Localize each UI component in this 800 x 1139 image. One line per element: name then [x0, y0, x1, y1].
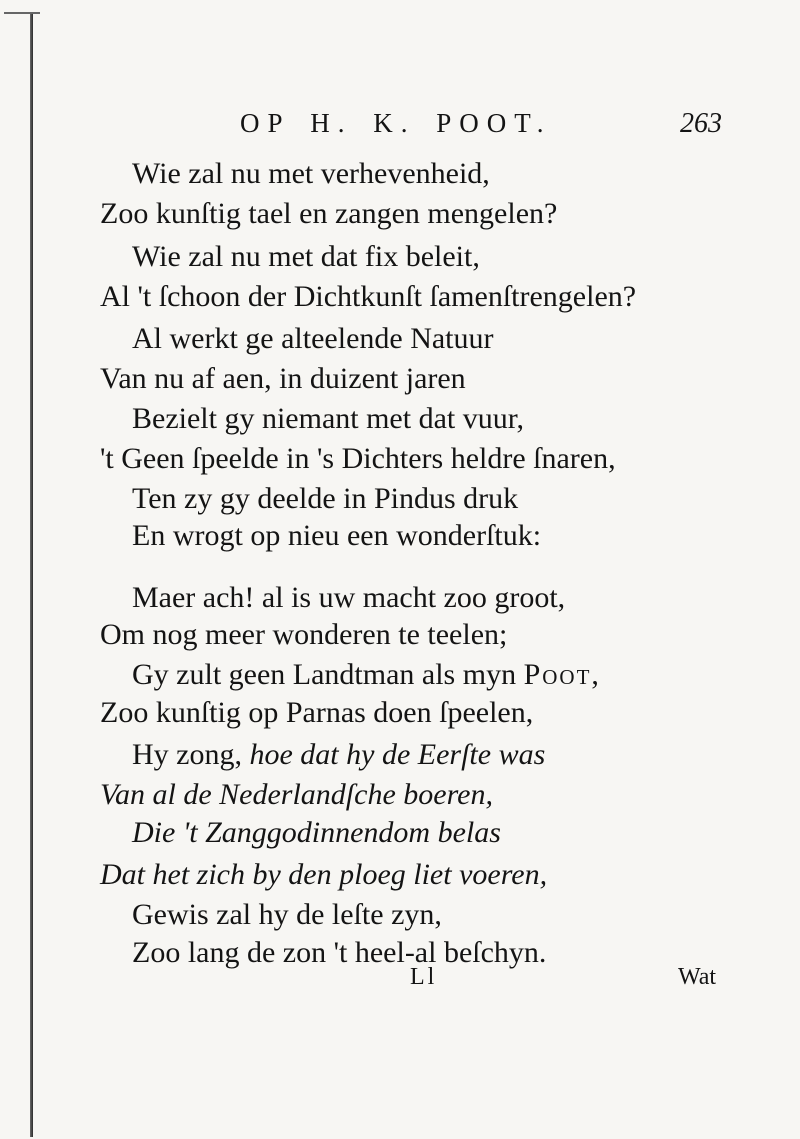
binding-mark	[4, 12, 40, 14]
verse-line: Zoo lang de zon 't heel-al beſchyn.	[132, 936, 547, 969]
verse-line: Die 't Zanggodinnendom belas	[132, 816, 501, 849]
verse-line: Bezielt gy niemant met dat vuur,	[132, 402, 525, 435]
verse-line: Ten zy gy deelde in Pindus druk	[132, 482, 519, 515]
verse-line: 't Geen ſpeelde in 's Dichters heldre ſnaren,	[100, 442, 616, 475]
page-number: 263	[680, 108, 722, 139]
verse-line	[132, 657, 599, 693]
running-head: OP H. K. POOT.	[240, 108, 552, 138]
poet-name-small-caps: Poot	[523, 658, 592, 691]
verse-line: En wrogt op nieu een wonderſtuk:	[132, 519, 542, 552]
page-binding-edge	[30, 12, 33, 1137]
verse-line: Maer ach! al is uw macht zoo groot,	[132, 581, 566, 614]
verse-line: Al werkt ge alteelende Natuur	[132, 322, 494, 355]
verse-line: Wie zal nu met dat fix beleit,	[132, 240, 480, 273]
verse-text: Hy zong,	[132, 738, 250, 771]
verse-line: Om nog meer wonderen te teelen;	[100, 618, 508, 651]
verse-line: Van al de Nederlandſche boeren,	[100, 778, 493, 811]
verse-line: Zoo kunſtig op Parnas doen ſpeelen,	[100, 696, 534, 729]
verse-line: Van nu af aen, in duizent jaren	[100, 362, 466, 395]
verse-line: Dat het zich by den ploeg liet voeren,	[100, 858, 548, 891]
verse-line: Wie zal nu met verhevenheid,	[132, 157, 490, 190]
verse-line	[132, 737, 545, 773]
verse-line: Zoo kunſtig tael en zangen mengelen?	[100, 197, 558, 230]
verse-text: Gy zult geen Landtman als myn	[132, 658, 524, 691]
verse-line: Al 't ſchoon der Dichtkunſt ſamenſtrengelen?	[100, 280, 637, 313]
verse-punctuation: ,	[591, 658, 599, 691]
verse-italic-text: hoe dat hy de Eerſte was	[249, 738, 546, 771]
verse-line: Gewis zal hy de leſte zyn,	[132, 898, 442, 931]
catchword: Wat	[678, 964, 717, 990]
signature-mark: Ll	[410, 964, 438, 990]
